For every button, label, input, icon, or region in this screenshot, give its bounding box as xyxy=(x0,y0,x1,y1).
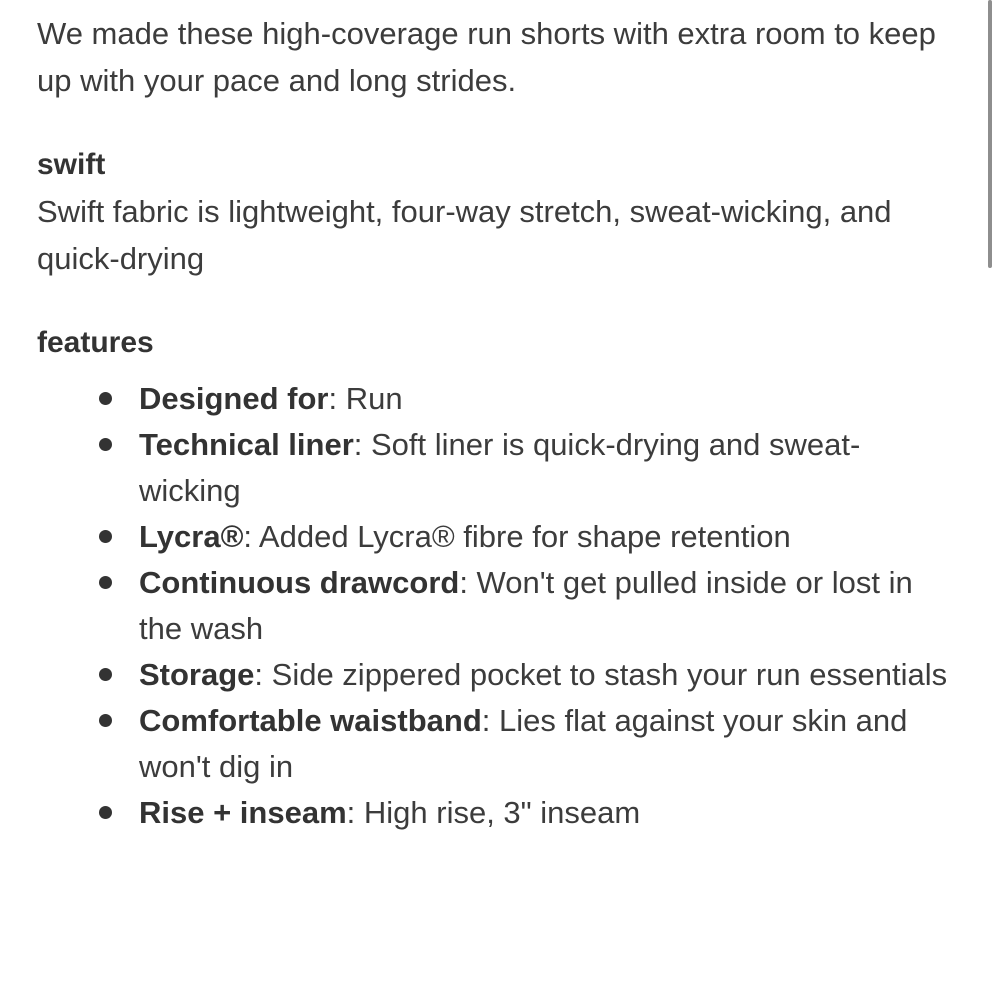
intro-text: We made these high-coverage run shorts with extra room to keep up with your pace and long strides. xyxy=(37,16,936,98)
feature-label: Storage xyxy=(139,657,255,692)
bullet-icon xyxy=(99,576,112,589)
feature-label: Continuous drawcord xyxy=(139,565,460,600)
feature-label: Technical liner xyxy=(139,427,354,462)
feature-item xyxy=(37,376,957,422)
feature-item xyxy=(37,514,957,560)
features-list xyxy=(37,376,957,836)
swift-description: Swift fabric is lightweight, four-way stretch, sweat-wicking, and quick-drying xyxy=(37,194,892,276)
feature-label: Rise + inseam xyxy=(139,795,347,830)
feature-label: Comfortable waistband xyxy=(139,703,482,738)
feature-text: : Side zippered pocket to stash your run essentials xyxy=(254,657,948,692)
bullet-icon xyxy=(99,668,112,681)
feature-text: : Added Lycra® fibre for shape retention xyxy=(243,519,791,554)
feature-label: Designed for xyxy=(139,381,329,416)
feature-item xyxy=(37,698,957,790)
feature-item xyxy=(37,652,957,698)
bullet-icon xyxy=(99,438,112,451)
feature-item xyxy=(37,422,957,514)
feature-text: : Won't get pulled inside or lost in the wash xyxy=(139,565,913,646)
swift-heading: swift xyxy=(37,148,106,181)
feature-text: : Soft liner is quick-drying and sweat-wicking xyxy=(139,427,861,508)
bullet-icon xyxy=(99,714,112,727)
bullet-icon xyxy=(99,806,112,819)
feature-text: : Lies flat against your skin and won't dig in xyxy=(139,703,908,784)
feature-text: : High rise, 3" inseam xyxy=(346,795,641,830)
product-description xyxy=(37,10,957,836)
features-heading: features xyxy=(37,326,154,359)
feature-item xyxy=(37,790,957,836)
feature-item xyxy=(37,560,957,652)
feature-label: Lycra® xyxy=(139,519,244,554)
bullet-icon xyxy=(99,530,112,543)
bullet-icon xyxy=(99,392,112,405)
feature-text: : Run xyxy=(328,381,403,416)
vertical-scrollbar[interactable] xyxy=(988,0,992,268)
